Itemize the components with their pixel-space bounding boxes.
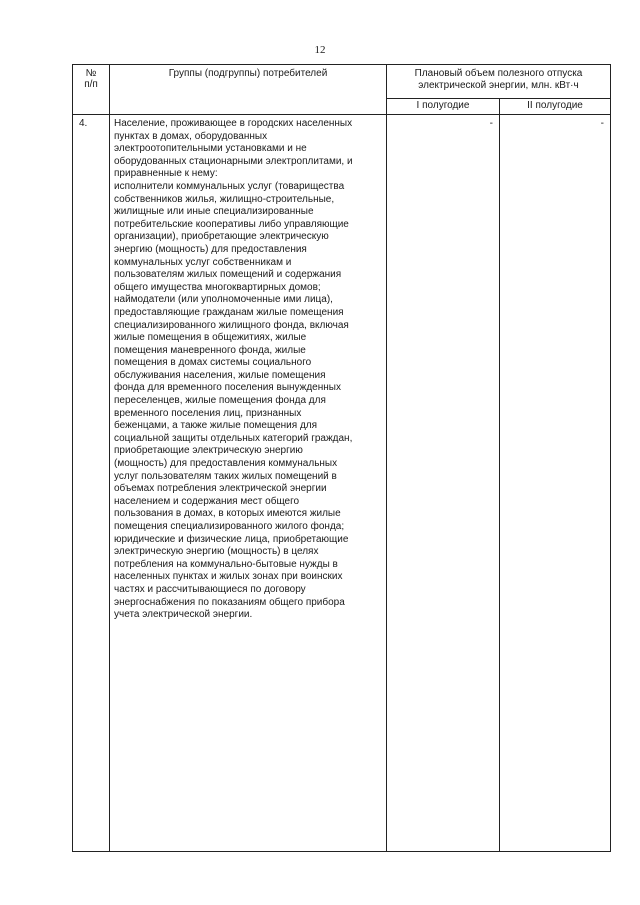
page-number: 12 <box>314 44 326 56</box>
group-text-line: общего имущества многоквартирных домов; <box>114 281 321 293</box>
header-planned-volume-line-1: Плановый объем полезного отпуска <box>414 68 583 79</box>
group-text-line: помещения специализированного жилого фонда; <box>114 521 345 532</box>
group-text-line: частях и рассчитывающиеся по договору <box>114 583 306 595</box>
group-text-line: пользователям жилых помещений и содержания <box>114 269 342 281</box>
group-text-line: (мощность) для предоставления коммунальных <box>114 458 338 470</box>
group-text-line: жилищные или иные специализированные <box>114 206 314 218</box>
group-text-line: исполнители коммунальных услуг (товарищества <box>114 180 345 192</box>
header-first-half-year: I полугодие <box>387 99 500 115</box>
group-text-line: социальной защиты отдельных категорий граждан, <box>114 432 353 444</box>
group-text-line: оборудованных стационарными электроплитами, и <box>114 155 353 167</box>
header-planned-volume <box>387 65 611 99</box>
group-text-line: юридические и физические лица, приобретающие <box>114 533 349 545</box>
group-text-line: услуг пользователям таких жилых помещений в <box>114 470 337 482</box>
group-text-line: пользования в домах, в которых имеются жилые <box>114 508 341 520</box>
consumer-groups-table <box>72 64 611 852</box>
first-half-year-value: - <box>387 115 500 852</box>
group-text-line: жилые помещения в общежитиях, жилые <box>114 332 307 344</box>
group-text-line: населением и содержания мест общего <box>114 495 300 507</box>
group-text-line: помещения маневренного фонда, жилые <box>114 344 306 356</box>
group-text-line: учета электрической энергии. <box>114 609 253 621</box>
header-number-abbrev: п/п <box>84 79 98 90</box>
group-text-line: специализированного жилищного фонда, включая <box>114 319 349 331</box>
row-number: 4. <box>73 115 110 852</box>
group-text-line: Население, проживающее в городских населенных <box>114 118 353 129</box>
group-text-line: коммунальных услуг собственникам и <box>114 256 292 268</box>
group-text-line: населенных пунктах и жилых зонах при воинских <box>114 571 343 583</box>
group-text-line: собственников жилья, жилищно-строительные, <box>114 193 335 205</box>
group-text-line: помещения в домах системы социального <box>114 357 312 369</box>
table-row <box>73 115 611 852</box>
group-text-line: энергоснабжения по показаниям общего прибора <box>114 596 345 608</box>
group-text-line: потребительские кооперативы либо управляющие <box>114 218 349 230</box>
header-second-half-year: II полугодие <box>500 99 611 115</box>
row-consumer-group-description <box>110 115 387 852</box>
group-text-line: объемах потребления электрической энергии <box>114 483 327 495</box>
group-text-line: переселенцев, жилые помещения фонда для <box>114 395 326 407</box>
group-text-line: электроотопительными установками и не <box>114 143 307 155</box>
group-text-line: пунктах в домах, оборудованных <box>114 130 268 142</box>
header-planned-volume-line-2: электрической энергии, млн. кВт·ч <box>418 80 579 91</box>
group-text-line: обслуживания населения, жилые помещения <box>114 369 326 381</box>
header-number <box>73 65 110 115</box>
group-text-line: приобретающие электрическую энергию <box>114 445 303 457</box>
group-text-line: временного поселения лиц, признанных <box>114 407 302 419</box>
table-header-row <box>73 65 611 99</box>
group-text-line: фонда для временного поселения вынужденных <box>114 382 341 394</box>
group-text-line: беженцами, а также жилые помещения для <box>114 420 318 432</box>
group-text-line: электрическую энергию (мощность) в целях <box>114 546 319 558</box>
group-text-line: приравненные к нему: <box>114 168 218 180</box>
header-consumer-groups: Группы (подгруппы) потребителей <box>110 65 387 115</box>
group-text-line: энергию (мощность) для предоставления <box>114 243 307 255</box>
group-text-line: наймодатели (или уполномоченные ими лица), <box>114 294 333 306</box>
group-text-line: потребления на коммунально-бытовые нужды в <box>114 558 338 570</box>
second-half-year-value: - <box>500 115 611 852</box>
group-text-line: организации), приобретающие электрическую <box>114 231 329 243</box>
header-number-symbol: № <box>85 68 97 79</box>
group-text-line: предоставляющие гражданам жилые помещения <box>114 306 344 318</box>
